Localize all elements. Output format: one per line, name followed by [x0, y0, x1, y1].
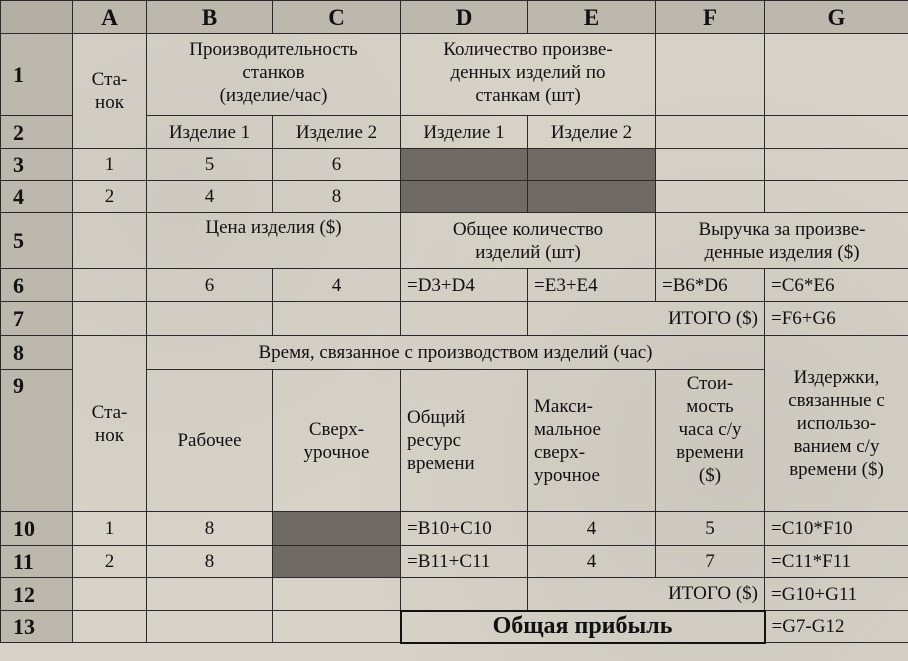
cell-a12[interactable]	[73, 578, 147, 611]
cell-b11[interactable]: 8	[147, 546, 273, 578]
cell-g7[interactable]: =F6+G6	[765, 302, 908, 336]
cell-f4[interactable]	[656, 181, 765, 213]
cell-e2[interactable]: Изделие 2	[528, 116, 656, 149]
cell-b12[interactable]	[147, 578, 273, 611]
cell-b10[interactable]: 8	[147, 512, 273, 546]
row-11	[1, 546, 908, 578]
row-10	[1, 512, 908, 546]
row-header-9[interactable]: 9	[1, 370, 73, 512]
cell-d9[interactable]: Общий ресурс времени	[401, 370, 528, 512]
row-header-13[interactable]: 13	[1, 611, 73, 643]
row-header-8[interactable]: 8	[1, 336, 73, 370]
column-header-b[interactable]: B	[147, 1, 273, 34]
cell-g11[interactable]: =C11*F11	[765, 546, 908, 578]
row-1	[1, 34, 908, 116]
cell-f11[interactable]: 7	[656, 546, 765, 578]
cell-f10[interactable]: 5	[656, 512, 765, 546]
row-header-6[interactable]: 6	[1, 269, 73, 302]
cell-a5[interactable]	[73, 213, 147, 269]
cell-e4[interactable]	[528, 181, 656, 213]
column-header-d[interactable]: D	[401, 1, 528, 34]
cell-d7[interactable]	[401, 302, 528, 336]
cell-f9[interactable]: Стои- мость часа с/у времени ($)	[656, 370, 765, 512]
cell-f3[interactable]	[656, 149, 765, 181]
cell-b3[interactable]: 5	[147, 149, 273, 181]
row-header-11[interactable]: 11	[1, 546, 73, 578]
row-header-2[interactable]: 2	[1, 116, 73, 149]
cell-d10[interactable]: =B10+C10	[401, 512, 528, 546]
cell-d5-total-qty[interactable]: Общее количество изделий (шт)	[401, 213, 656, 269]
cell-a13[interactable]	[73, 611, 147, 643]
cell-g13[interactable]: =G7-G12	[765, 611, 908, 643]
cell-b9[interactable]: Рабочее	[147, 370, 273, 512]
cell-c10[interactable]	[273, 512, 401, 546]
cell-d4[interactable]	[401, 181, 528, 213]
cell-c13[interactable]	[273, 611, 401, 643]
row-3	[1, 149, 908, 181]
row-5	[1, 213, 908, 269]
cell-e9[interactable]: Макси- мальное сверх- урочное	[528, 370, 656, 512]
cell-c7[interactable]	[273, 302, 401, 336]
cell-c11[interactable]	[273, 546, 401, 578]
cell-c3[interactable]: 6	[273, 149, 401, 181]
cell-a7[interactable]	[73, 302, 147, 336]
cell-c12[interactable]	[273, 578, 401, 611]
cell-d11[interactable]: =B11+C11	[401, 546, 528, 578]
cell-g2[interactable]	[765, 116, 908, 149]
row-8	[1, 336, 908, 370]
cell-b7[interactable]	[147, 302, 273, 336]
row-header-3[interactable]: 3	[1, 149, 73, 181]
cell-a3[interactable]: 1	[73, 149, 147, 181]
column-header-row	[1, 1, 908, 34]
cell-a6[interactable]	[73, 269, 147, 302]
cell-g12[interactable]: =G10+G11	[765, 578, 908, 611]
cell-d3[interactable]	[401, 149, 528, 181]
column-header-a[interactable]: A	[73, 1, 147, 34]
cell-e3[interactable]	[528, 149, 656, 181]
column-header-g[interactable]: G	[765, 1, 908, 34]
cell-g6[interactable]: =C6*E6	[765, 269, 908, 302]
cell-e12-total-label[interactable]: ИТОГО ($)	[528, 578, 765, 611]
row-12	[1, 578, 908, 611]
column-header-c[interactable]: C	[273, 1, 401, 34]
cell-e10[interactable]: 4	[528, 512, 656, 546]
cell-f5-revenue[interactable]: Выручка за произве- денные изделия ($)	[656, 213, 908, 269]
cell-d6[interactable]: =D3+D4	[401, 269, 528, 302]
cell-g1[interactable]	[765, 34, 908, 116]
cell-a10[interactable]: 1	[73, 512, 147, 546]
cell-d12[interactable]	[401, 578, 528, 611]
cell-a11[interactable]: 2	[73, 546, 147, 578]
row-header-5[interactable]: 5	[1, 213, 73, 269]
cell-g9-costs[interactable]: Издержки, связанные с использо- ванием с/у времени ($)	[765, 336, 908, 512]
column-header-e[interactable]: E	[528, 1, 656, 34]
cell-b4[interactable]: 4	[147, 181, 273, 213]
cell-a9-stanok[interactable]: Ста- нок	[73, 336, 147, 512]
row-header-10[interactable]: 10	[1, 512, 73, 546]
cell-e6[interactable]: =E3+E4	[528, 269, 656, 302]
cell-b8-time[interactable]: Время, связанное с производством изделий (час)	[147, 336, 765, 370]
row-4	[1, 181, 908, 213]
cell-c6[interactable]: 4	[273, 269, 401, 302]
cell-b6[interactable]: 6	[147, 269, 273, 302]
cell-f6[interactable]: =B6*D6	[656, 269, 765, 302]
cell-g3[interactable]	[765, 149, 908, 181]
corner-cell[interactable]	[1, 1, 73, 34]
cell-e11[interactable]: 4	[528, 546, 656, 578]
row-header-12[interactable]: 12	[1, 578, 73, 611]
cell-f2[interactable]	[656, 116, 765, 149]
row-header-7[interactable]: 7	[1, 302, 73, 336]
cell-d1-quantity[interactable]: Количество произве- денных изделий по станкам (шт)	[401, 34, 656, 116]
column-header-f[interactable]: F	[656, 1, 765, 34]
row-13	[1, 611, 908, 643]
cell-c4[interactable]: 8	[273, 181, 401, 213]
cell-d2[interactable]: Изделие 1	[401, 116, 528, 149]
cell-a4[interactable]: 2	[73, 181, 147, 213]
cell-e7-total-label[interactable]: ИТОГО ($)	[528, 302, 765, 336]
row-7	[1, 302, 908, 336]
row-6	[1, 269, 908, 302]
cell-d13-total-profit-label[interactable]: Общая прибыль	[401, 611, 765, 643]
cell-c2[interactable]: Изделие 2	[273, 116, 401, 149]
row-header-4[interactable]: 4	[1, 181, 73, 213]
cell-c9[interactable]: Сверх- урочное	[273, 370, 401, 512]
row-header-1[interactable]: 1	[1, 34, 73, 116]
cell-b1-productivity[interactable]: Производительность станков (изделие/час)	[147, 34, 401, 116]
cell-b5-price[interactable]: Цена изделия ($)	[147, 213, 401, 269]
cell-f1[interactable]	[656, 34, 765, 116]
cell-b13[interactable]	[147, 611, 273, 643]
cell-b2[interactable]: Изделие 1	[147, 116, 273, 149]
cell-g4[interactable]	[765, 181, 908, 213]
cell-g10[interactable]: =C10*F10	[765, 512, 908, 546]
cell-a1[interactable]: Ста- нок	[73, 34, 147, 149]
